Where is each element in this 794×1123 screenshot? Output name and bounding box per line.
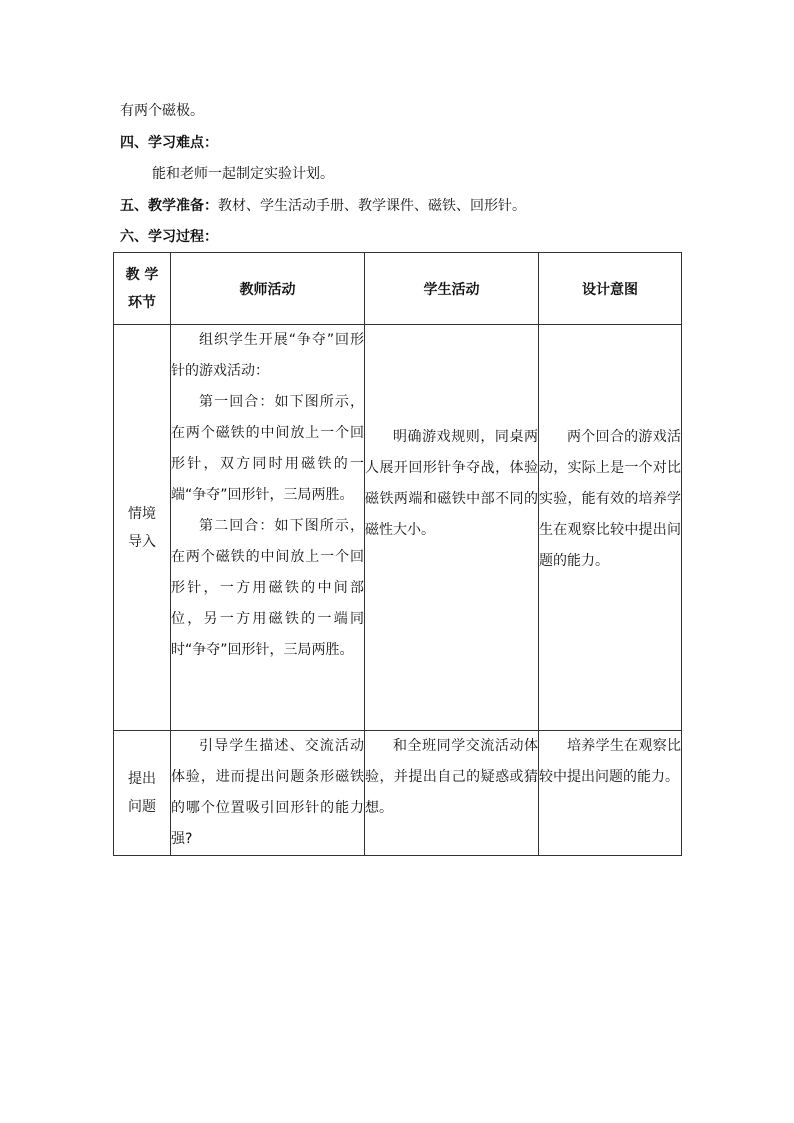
header-design: 设计意图 xyxy=(539,253,682,325)
lesson-process-table xyxy=(113,252,682,856)
difficulty-text: 能和老师一起制定实验计划。 xyxy=(152,166,334,182)
student-activity-cell: 和全班同学交流活动体验，并提出自己的疑惑或猜想。 xyxy=(365,731,539,856)
table-header-row xyxy=(114,253,682,325)
design-intent-cell: 培养学生在观察比较中提出问题的能力。 xyxy=(539,731,682,856)
difficulty-heading: 四、学习难点： xyxy=(120,135,218,151)
prep-heading: 五、教学准备： xyxy=(120,198,218,214)
prep-text: 教材、学生活动手册、教学课件、磁铁、回形针。 xyxy=(218,198,526,214)
stage-cell: 情境 导入 xyxy=(114,325,171,731)
prep-line xyxy=(120,196,526,216)
teacher-activity-cell: 组织学生开展“争夺”回形针的游戏活动： 第一回合：如下图所示，在两个磁铁的中间放上一个回形针，双方同时用磁铁的一端“争夺”回形针，三局两胜。 第二回合：如下图所示，在两个磁铁的中间放上一个回形针，一方用磁铁的中间部位，另一方用磁铁的一端同时“争夺”回形针，三局两胜。 xyxy=(171,325,365,731)
design-intent-cell: 两个回合的游戏活动，实际上是一个对比实验，能有效的培养学生在观察比较中提出问题的能力。 xyxy=(539,325,682,731)
header-teacher: 教师活动 xyxy=(171,253,365,325)
header-stage: 教 学 环节 xyxy=(114,253,171,325)
student-activity-cell: 明确游戏规则，同桌两人展开回形针争夺战，体验磁铁两端和磁铁中部不同的磁性大小。 xyxy=(365,325,539,731)
stage-cell: 提出 问题 xyxy=(114,731,171,856)
intro-line: 有两个磁极。 xyxy=(120,103,204,119)
header-student: 学生活动 xyxy=(365,253,539,325)
table-row xyxy=(114,325,682,731)
process-heading: 六、学习过程： xyxy=(120,229,218,245)
table-row xyxy=(114,731,682,856)
teacher-activity-cell: 引导学生描述、交流活动体验，进而提出问题条形磁铁的哪个位置吸引回形针的能力强? xyxy=(171,731,365,856)
